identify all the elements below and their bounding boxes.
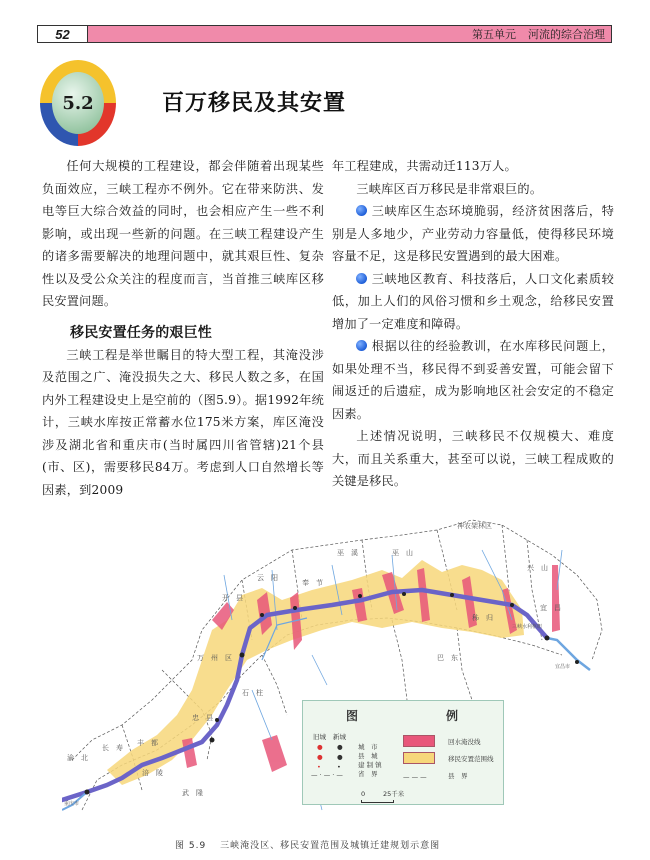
legend-row: 省 界	[358, 770, 378, 778]
legend-row: 县 城	[358, 752, 378, 760]
new-city-icon: ●	[337, 743, 343, 751]
svg-text:秭 归: 秭 归	[472, 614, 493, 622]
new-county-icon: ●	[337, 753, 343, 761]
unit-title: 河流的综合治理	[528, 28, 605, 41]
svg-text:重庆市: 重庆市	[64, 801, 80, 807]
svg-text:丰 都: 丰 都	[137, 739, 158, 747]
scale-bar	[361, 800, 394, 803]
left-column	[42, 155, 324, 501]
svg-text:武 隆: 武 隆	[182, 789, 203, 797]
conclusion-paragraph: 上述情况说明，三峡移民不仅规模大、难度大，而且关系重大，甚至可以说，三峡工程成败的关键是移民。	[332, 429, 614, 488]
bullet-dot-icon	[356, 273, 367, 284]
svg-text:万 州 区: 万 州 区	[197, 654, 232, 662]
svg-text:涪 陵: 涪 陵	[142, 769, 163, 777]
old-city-icon: ●	[317, 743, 323, 751]
swatch-label: 移民安置范围线	[448, 755, 494, 763]
resettlement-swatch	[403, 752, 435, 764]
svg-text:巫 山: 巫 山	[392, 549, 413, 557]
svg-text:宜 昌: 宜 昌	[540, 604, 561, 612]
old-town-icon: •	[317, 763, 321, 771]
continuation-text: 年工程建成，共需动迁113万人。	[332, 159, 517, 173]
county-boundary-label: 县 界	[448, 772, 468, 780]
svg-text:石 柱: 石 柱	[242, 689, 263, 697]
legend-title: 图 例	[345, 709, 460, 723]
section-badge	[40, 60, 116, 146]
unit-label: 第五单元	[472, 28, 516, 41]
legend-row: 建 制 镇	[358, 761, 382, 769]
svg-text:云 阳: 云 阳	[257, 574, 278, 582]
bullet-dot-icon	[356, 205, 367, 216]
svg-text:长 寿: 长 寿	[102, 744, 123, 752]
svg-text:开 县: 开 县	[222, 594, 243, 602]
bullet-dot-icon	[356, 340, 367, 351]
legend-row: 城 市	[358, 743, 378, 751]
figure-number: 图 5.9	[175, 841, 207, 851]
svg-text:渝 北: 渝 北	[67, 754, 88, 762]
svg-text:巴 东: 巴 东	[437, 654, 458, 662]
swatch-label: 回水淹没线	[448, 738, 481, 746]
old-county-icon: ●	[317, 753, 323, 761]
svg-text:三峡水利枢纽: 三峡水利枢纽	[512, 624, 543, 630]
svg-text:宜昌市: 宜昌市	[555, 664, 571, 670]
svg-text:巫 溪: 巫 溪	[337, 549, 358, 557]
svg-text:兴 山: 兴 山	[527, 564, 548, 572]
lead-sentence: 三峡库区百万移民是非常艰巨的。	[356, 181, 543, 196]
new-town-icon: •	[337, 763, 341, 771]
scale-end: 25千米	[383, 790, 405, 798]
right-column	[332, 155, 614, 493]
svg-text:奉 节: 奉 节	[302, 579, 323, 587]
section-title: 百万移民及其安置	[162, 90, 347, 116]
province-boundary-icon: — · — · —	[311, 771, 343, 779]
paragraph: 三峡工程是举世瞩目的特大型工程，其淹没涉及范围之广、淹没损失之大、移民人数之多，在国内外工程建设史上是空前的（图5.9）。据1992年统计，三峡水库按正常蓄水位175米方案，库区淹没涉及湖北省和重庆市(当时属四川省管辖)21个县(市、区)，需要移民84万。考虑到人口自然增长等因素，到2009	[42, 347, 324, 497]
figure-caption	[175, 838, 440, 851]
legend-col-old: 旧城	[313, 733, 326, 741]
section-number: 5.2	[52, 72, 104, 134]
bullet-item: 根据以往的经验教训，在水库移民问题上，如果处理不当，移民得不到妥善安置，可能会留下闹返迁的后遗症，成为影响地区社会安定的不稳定因素。	[332, 339, 614, 421]
svg-text:忠 县: 忠 县	[192, 714, 213, 722]
inundation-swatch	[403, 735, 435, 747]
intro-paragraph: 任何大规模的工程建设，都会伴随着出现某些负面效应，三峡工程亦不例外。它在带来防洪、发电等巨大综合效益的同时，也会相应产生一些不利影响，或出现一些新的问题。在三峡工程建设产生的诸多需要解决的地理问题中，就其艰巨性、复杂性以及受公众关注的程度而言，当首推三峡库区移民安置问题。	[42, 159, 324, 308]
figure-title: 三峡淹没区、移民安置范围及城镇迁建规划示意图	[220, 841, 441, 851]
svg-text:神农架林区: 神农架林区	[457, 522, 492, 530]
unit-band	[88, 26, 611, 42]
map-legend	[302, 700, 504, 805]
bullet-item: 三峡地区教育、科技落后，人口文化素质较低，加上人们的风俗习惯和乡土观念，给移民安置增加了一定难度和障碍。	[332, 271, 614, 331]
legend-col-new: 新城	[333, 733, 346, 741]
page-number: 52	[38, 26, 88, 42]
bullet-item: 三峡库区生态环境脆弱，经济贫困落后，特别是人多地少，产业劳动力容量低，使得移民环境容量不足，这是移民安置遇到的最大困难。	[332, 204, 614, 263]
scale-start: 0	[361, 790, 366, 798]
page-header	[37, 25, 612, 43]
subheading: 移民安置任务的艰巨性	[70, 324, 212, 341]
county-boundary-icon: — — —	[403, 773, 427, 781]
